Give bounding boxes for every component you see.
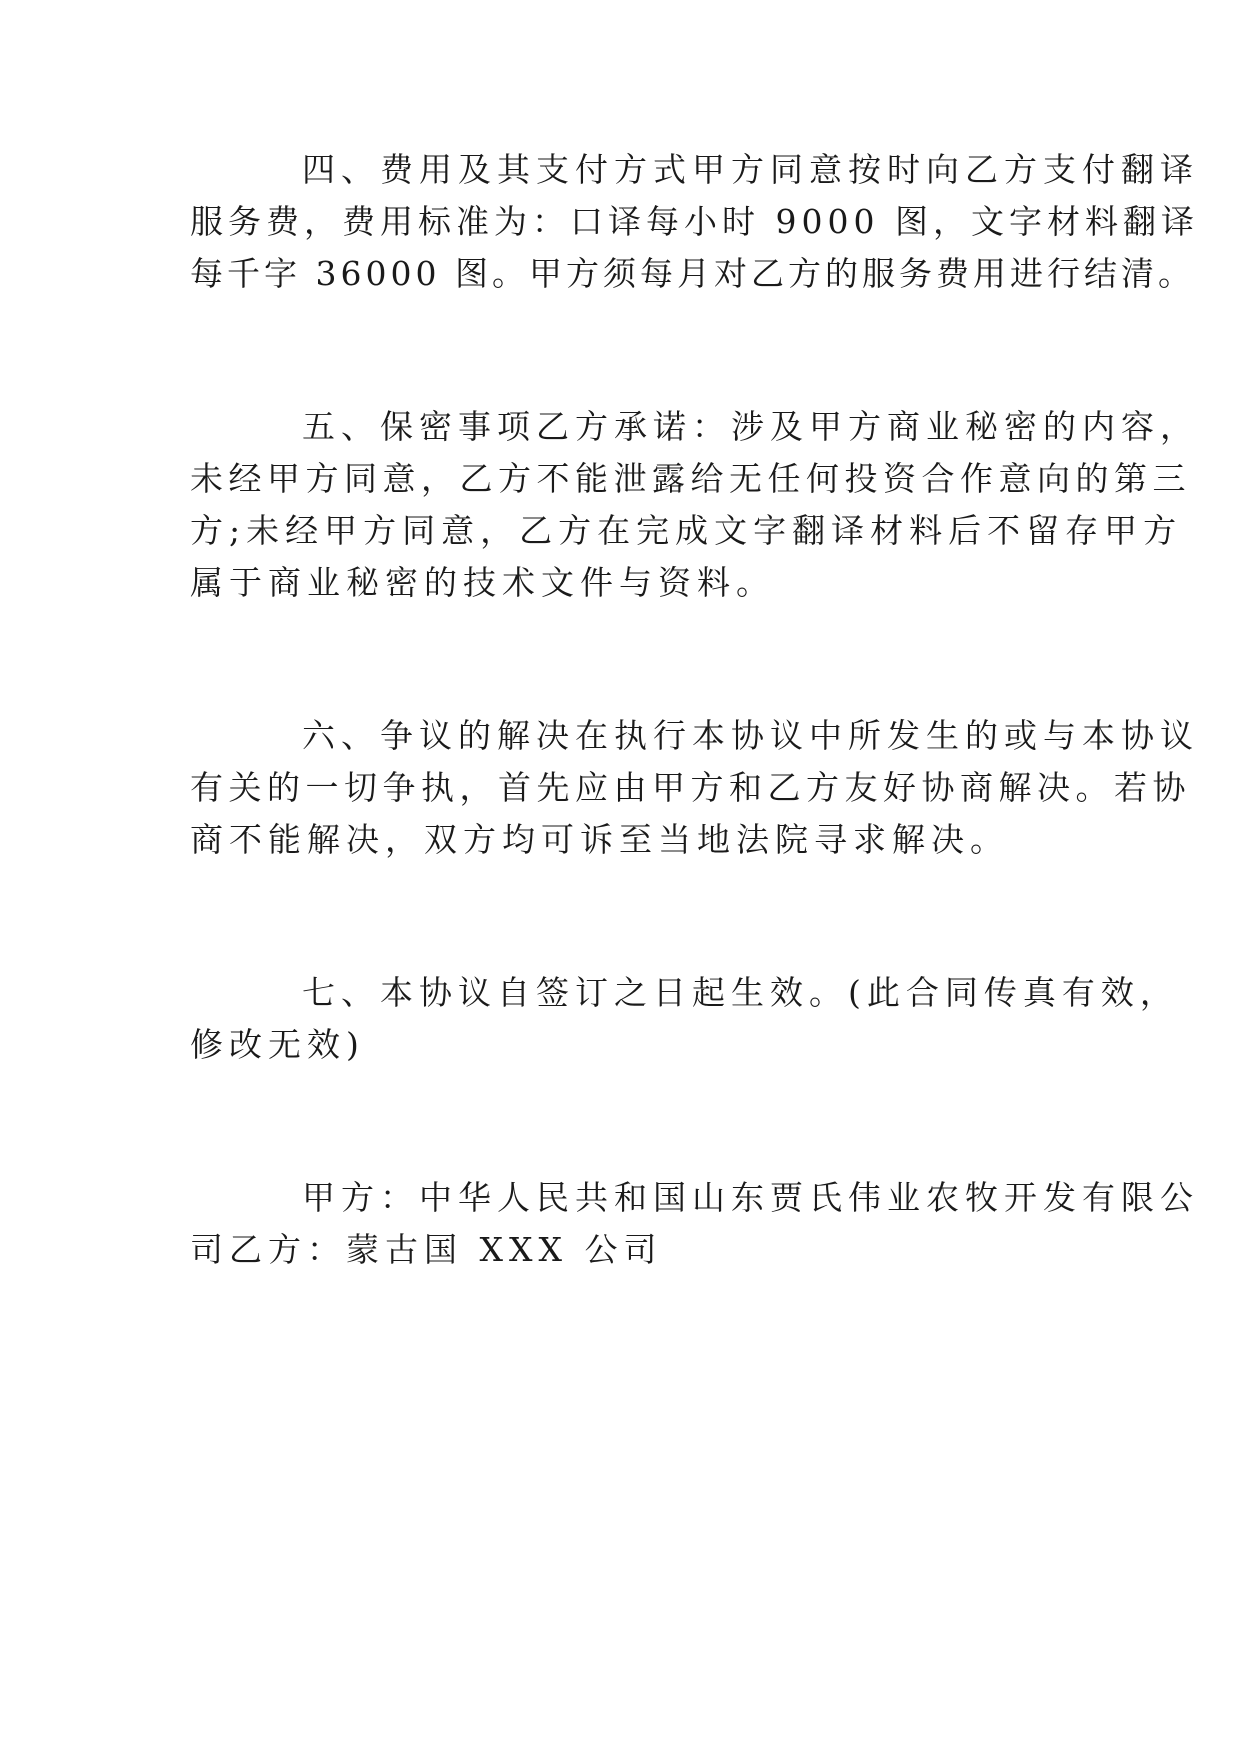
paragraph-line: 修改无效) (190, 1025, 365, 1064)
paragraph-line: 七、本协议自签订之日起生效。(此合同传真有效， (302, 973, 1179, 1012)
paragraph-line: 六、争议的解决在执行本协议中所发生的或与本协议 (302, 716, 1199, 755)
paragraph-line: 四、费用及其支付方式甲方同意按时向乙方支付翻译 (302, 150, 1199, 189)
paragraph-line: 未经甲方同意，乙方不能泄露给无任何投资合作意向的第三 (190, 459, 1191, 498)
paragraph-line: 商不能解决，双方均可诉至当地法院寻求解决。 (190, 820, 1009, 859)
paragraph-line: 属于商业秘密的技术文件与资料。 (190, 563, 775, 602)
paragraph-line: 甲方：中华人民共和国山东贾氏伟业农牧开发有限公 (302, 1178, 1199, 1217)
paragraph-line: 五、保密事项乙方承诺：涉及甲方商业秘密的内容， (302, 407, 1199, 446)
paragraph-line: 服务费，费用标准为：口译每小时 9000 图，文字材料翻译 (190, 202, 1199, 241)
paragraph-line: 方;未经甲方同意，乙方在完成文字翻译材料后不留存甲方 (190, 511, 1183, 550)
paragraph-line: 有关的一切争执，首先应由甲方和乙方友好协商解决。若协 (190, 768, 1191, 807)
paragraph-line: 司乙方：蒙古国 XXX 公司 (190, 1230, 663, 1269)
paragraph-line: 每千字 36000 图。甲方须每月对乙方的服务费用进行结清。 (190, 254, 1195, 293)
